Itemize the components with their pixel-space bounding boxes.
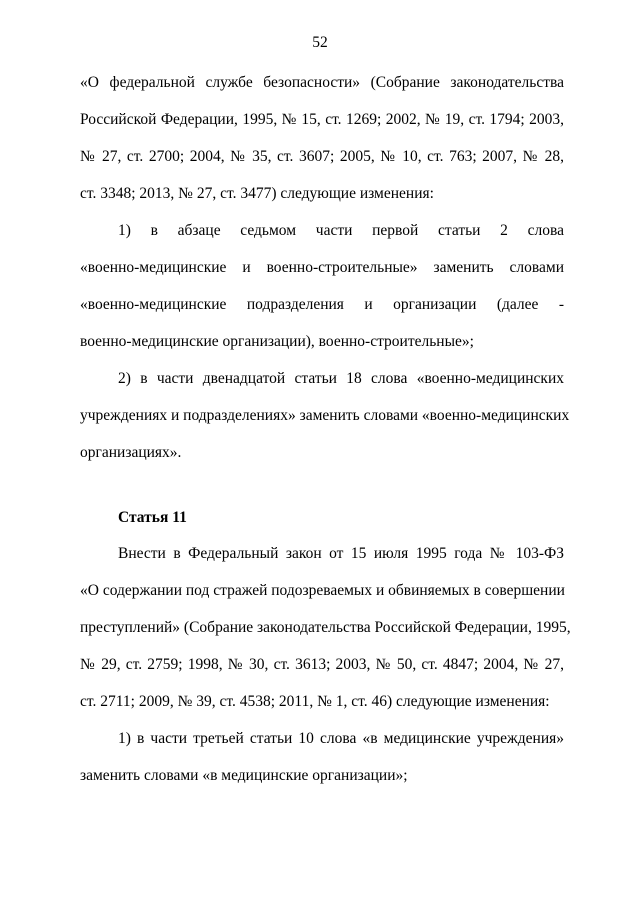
- text-line: «О федеральной службе безопасности» (Собрание законодательства: [80, 74, 564, 91]
- text-line: организациях».: [80, 444, 182, 461]
- text-line: заменить словами «в медицинские организации»;: [80, 767, 408, 784]
- text-line: «военно-медицинские подразделения и организации (далее -: [80, 296, 564, 313]
- text-line: преступлений» (Собрание законодательства Российской Федерации, 1995,: [80, 619, 571, 636]
- text-line: ст. 2711; 2009, № 39, ст. 4538; 2011, № 1, ст. 46) следующие изменения:: [80, 693, 550, 710]
- text-line: военно-медицинские организации), военно-строительные»;: [80, 333, 474, 350]
- text-line: № 29, ст. 2759; 1998, № 30, ст. 3613; 2003, № 50, ст. 4847; 2004, № 27,: [80, 656, 564, 673]
- text-line: учреждениях и подразделениях» заменить словами «военно-медицинских: [80, 407, 570, 424]
- text-line: № 27, ст. 2700; 2004, № 35, ст. 3607; 2005, № 10, ст. 763; 2007, № 28,: [80, 148, 564, 165]
- page-number: 52: [312, 34, 328, 51]
- text-line: 1) в абзаце седьмом части первой статьи 2 слова: [118, 222, 564, 239]
- text-line: «О содержании под стражей подозреваемых и обвиняемых в совершении: [80, 582, 565, 599]
- text-line: 2) в части двенадцатой статьи 18 слова «военно-медицинских: [118, 370, 564, 387]
- text-line: «военно-медицинские и военно-строительные» заменить словами: [80, 259, 564, 276]
- text-line: Внести в Федеральный закон от 15 июля 1995 года № 103-ФЗ: [118, 545, 564, 562]
- text-line: Российской Федерации, 1995, № 15, ст. 1269; 2002, № 19, ст. 1794; 2003,: [80, 111, 564, 128]
- article-heading: Статья 11: [118, 509, 187, 526]
- text-line: 1) в части третьей статьи 10 слова «в медицинские учреждения»: [118, 730, 564, 747]
- text-line: ст. 3348; 2013, № 27, ст. 3477) следующие изменения:: [80, 185, 434, 202]
